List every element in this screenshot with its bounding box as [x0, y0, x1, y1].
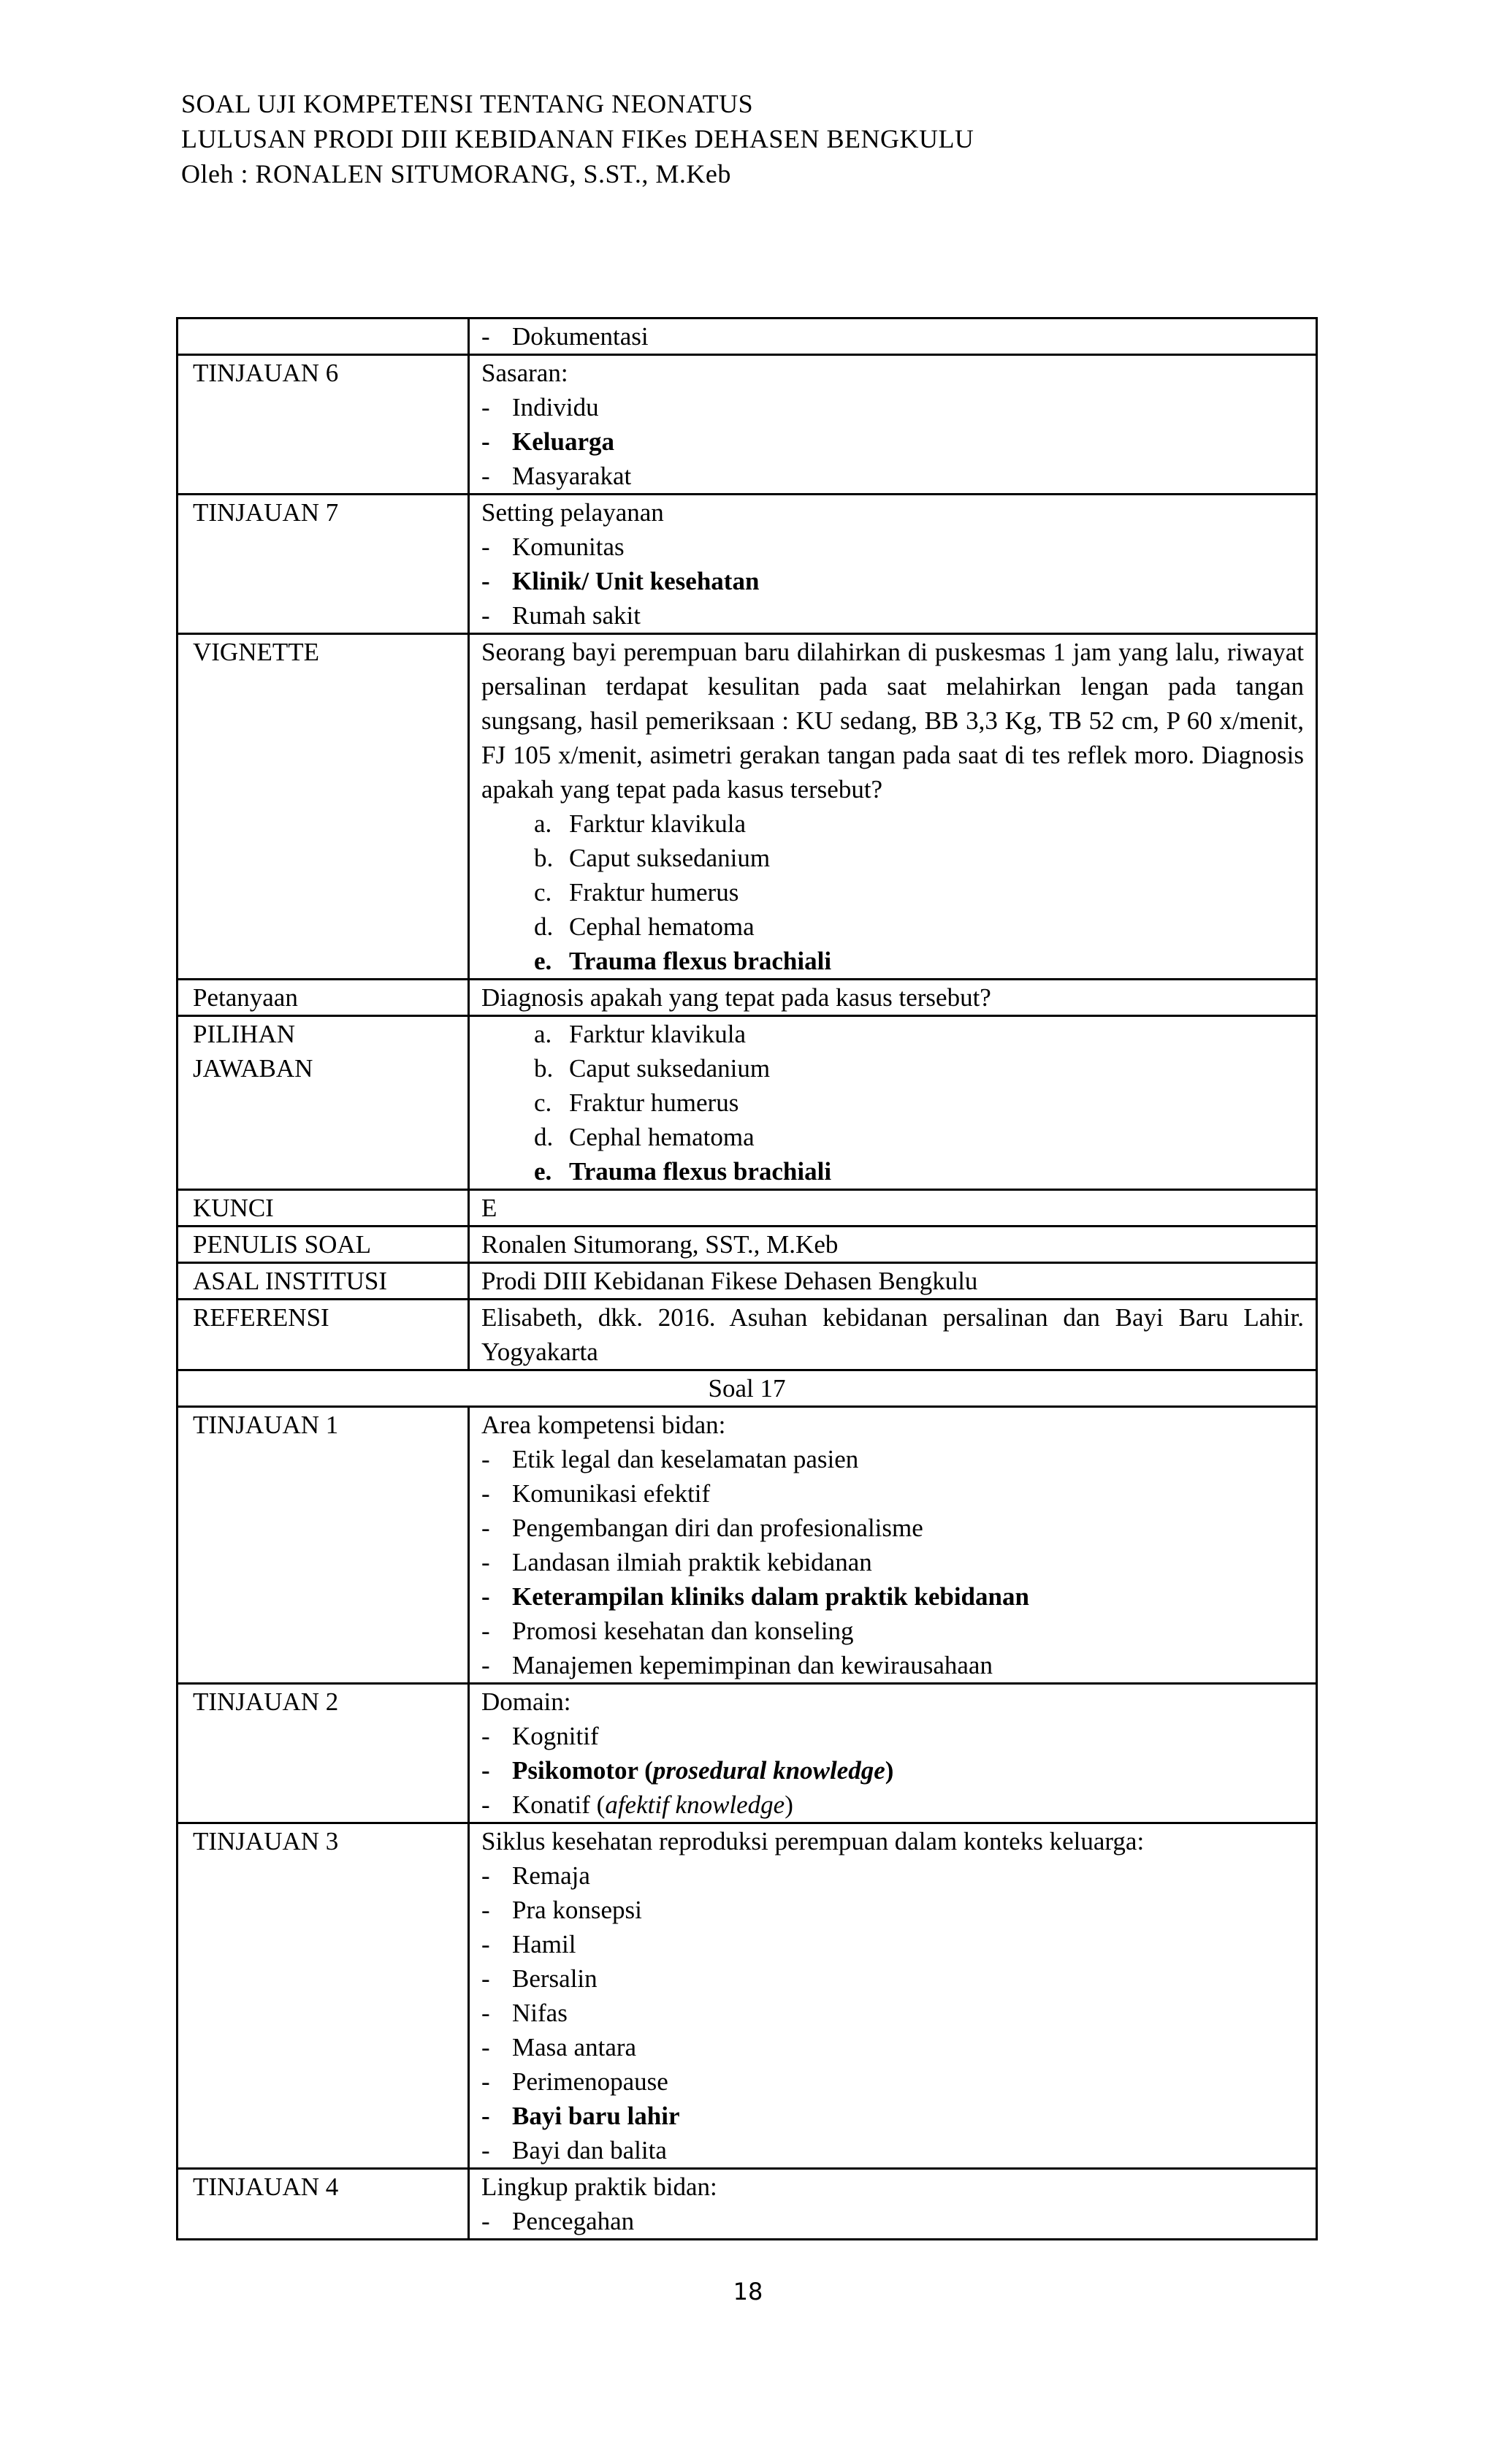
list-item: - Landasan ilmiah praktik kebidanan [481, 1548, 872, 1576]
row-label: REFERENSI [178, 1300, 469, 1370]
header-author: Oleh : RONALEN SITUMORANG, S.ST., M.Keb [181, 159, 731, 188]
list-item: - Bersalin [481, 1964, 598, 1993]
list-item: - Nifas [481, 1999, 568, 2027]
list-item: - Komunikasi efektif [481, 1479, 711, 1508]
list-item: - Konatif (afektif knowledge) [481, 1790, 793, 1819]
answer-option-correct: e. Trauma flexus brachiali [534, 947, 832, 975]
list-item-selected: - Psikomotor (prosedural knowledge) [481, 1756, 894, 1785]
row-label: ASAL INSTITUSI [178, 1263, 469, 1300]
answer-option-correct: e. Trauma flexus brachiali [534, 1157, 832, 1186]
table-row-tinjauan-3 [178, 1823, 1317, 2169]
list-item: - Promosi kesehatan dan konseling [481, 1617, 854, 1645]
list-item: - Rumah sakit [481, 601, 641, 630]
answer-option: a. Farktur klavikula [534, 809, 747, 838]
table-row-petanyaan [178, 980, 1317, 1016]
list-item: - Kognitif [481, 1722, 599, 1750]
list-item: - Etik legal dan keselamatan pasien [481, 1445, 859, 1473]
question-text: Diagnosis apakah yang tepat pada kasus tersebut? [469, 980, 1317, 1016]
table-row [178, 319, 1317, 355]
table-row-tinjauan-4 [178, 2169, 1317, 2240]
list-item: - Pra konsepsi [481, 1896, 642, 1924]
section-title: Lingkup praktik bidan: [481, 2173, 717, 2201]
author-value: Ronalen Situmorang, SST., M.Keb [469, 1227, 1317, 1263]
list-item-selected: - Keluarga [481, 427, 614, 456]
reference-value: Elisabeth, dkk. 2016. Asuhan kebidanan persalinan dan Bayi Baru Lahir. Yogyakarta [469, 1300, 1317, 1370]
list-item: - Masa antara [481, 2033, 637, 2061]
page-header [181, 86, 974, 191]
section-title: Domain: [481, 1687, 571, 1716]
answer-option: d. Cephal hematoma [534, 1123, 755, 1151]
table-row-kunci [178, 1190, 1317, 1227]
question-table [176, 317, 1318, 2240]
section-title: Setting pelayanan [481, 498, 664, 527]
row-label: Petanyaan [178, 980, 469, 1016]
table-row-vignette [178, 634, 1317, 980]
section-title: Area kompetensi bidan: [481, 1411, 726, 1439]
answer-key: E [469, 1190, 1317, 1227]
row-label: TINJAUAN 3 [178, 1823, 469, 2169]
table-row-tinjauan-6 [178, 355, 1317, 495]
list-item: - Pengembangan diri dan profesionalisme [481, 1514, 923, 1542]
list-item-selected: - Keterampilan kliniks dalam praktik kebidanan [481, 1582, 1029, 1611]
list-item: - Manajemen kepemimpinan dan kewirausahaan [481, 1651, 993, 1679]
table-row-penulis [178, 1227, 1317, 1263]
row-label: TINJAUAN 2 [178, 1684, 469, 1823]
soal-title: Soal 17 [178, 1370, 1317, 1407]
answer-option: a. Farktur klavikula [534, 1020, 747, 1048]
answer-option: c. Fraktur humerus [534, 1088, 739, 1117]
row-label: TINJAUAN 4 [178, 2169, 469, 2240]
row-label: TINJAUAN 6 [178, 355, 469, 495]
row-label: TINJAUAN 1 [178, 1407, 469, 1684]
vignette-text: Seorang bayi perempuan baru dilahirkan di puskesmas 1 jam yang lalu, riwayat persalinan terdapat kesulitan pada saat melahirkan lengan pada tangan sungsang, hasil pemeriksaan : KU sedang, BB 3,3 Kg, TB 52 cm, P 60 x/menit, FJ 105 x/menit, asimetri gerakan tangan pada saat di tes reflek moro. Diagnosis apakah yang tepat pada kasus tersebut? [481, 638, 1304, 804]
row-label: VIGNETTE [178, 634, 469, 980]
list-item-selected: - Klinik/ Unit kesehatan [481, 567, 760, 595]
table-row-tinjauan-7 [178, 495, 1317, 634]
section-title: Sasaran: [481, 359, 568, 387]
answer-option: c. Fraktur humerus [534, 878, 739, 907]
answer-option: d. Cephal hematoma [534, 912, 755, 941]
list-item: - Bayi dan balita [481, 2136, 667, 2164]
row-label: KUNCI [178, 1190, 469, 1227]
table-row-pilihan-jawaban [178, 1016, 1317, 1190]
list-item: - Perimenopause [481, 2067, 668, 2096]
row-label: TINJAUAN 7 [178, 495, 469, 634]
table-row-soal-title [178, 1370, 1317, 1407]
institution-value: Prodi DIII Kebidanan Fikese Dehasen Bengkulu [469, 1263, 1317, 1300]
list-item-selected: - Bayi baru lahir [481, 2102, 680, 2130]
answer-option: b. Caput suksedanium [534, 844, 771, 872]
list-item: - Individu [481, 393, 599, 422]
list-item: - Komunitas [481, 533, 625, 561]
list-item: - Pencegahan [481, 2207, 635, 2235]
header-title: SOAL UJI KOMPETENSI TENTANG NEONATUS [181, 89, 754, 118]
header-institution: LULUSAN PRODI DIII KEBIDANAN FIKes DEHASEN BENGKULU [181, 124, 974, 153]
answer-option: b. Caput suksedanium [534, 1054, 771, 1083]
list-item: - Remaja [481, 1861, 590, 1890]
page-number: 18 [733, 2278, 763, 2305]
row-label: PILIHAN JAWABAN [178, 1016, 469, 1190]
row-label: PENULIS SOAL [178, 1227, 469, 1263]
table-row-tinjauan-1 [178, 1407, 1317, 1684]
list-item: - Masyarakat [481, 462, 632, 490]
table-row-tinjauan-2 [178, 1684, 1317, 1823]
table-row-asal-institusi [178, 1263, 1317, 1300]
list-item: - Dokumentasi [481, 322, 649, 351]
list-item: - Hamil [481, 1930, 576, 1958]
table-row-referensi [178, 1300, 1317, 1370]
section-title: Siklus kesehatan reproduksi perempuan dalam konteks keluarga: [481, 1827, 1145, 1855]
